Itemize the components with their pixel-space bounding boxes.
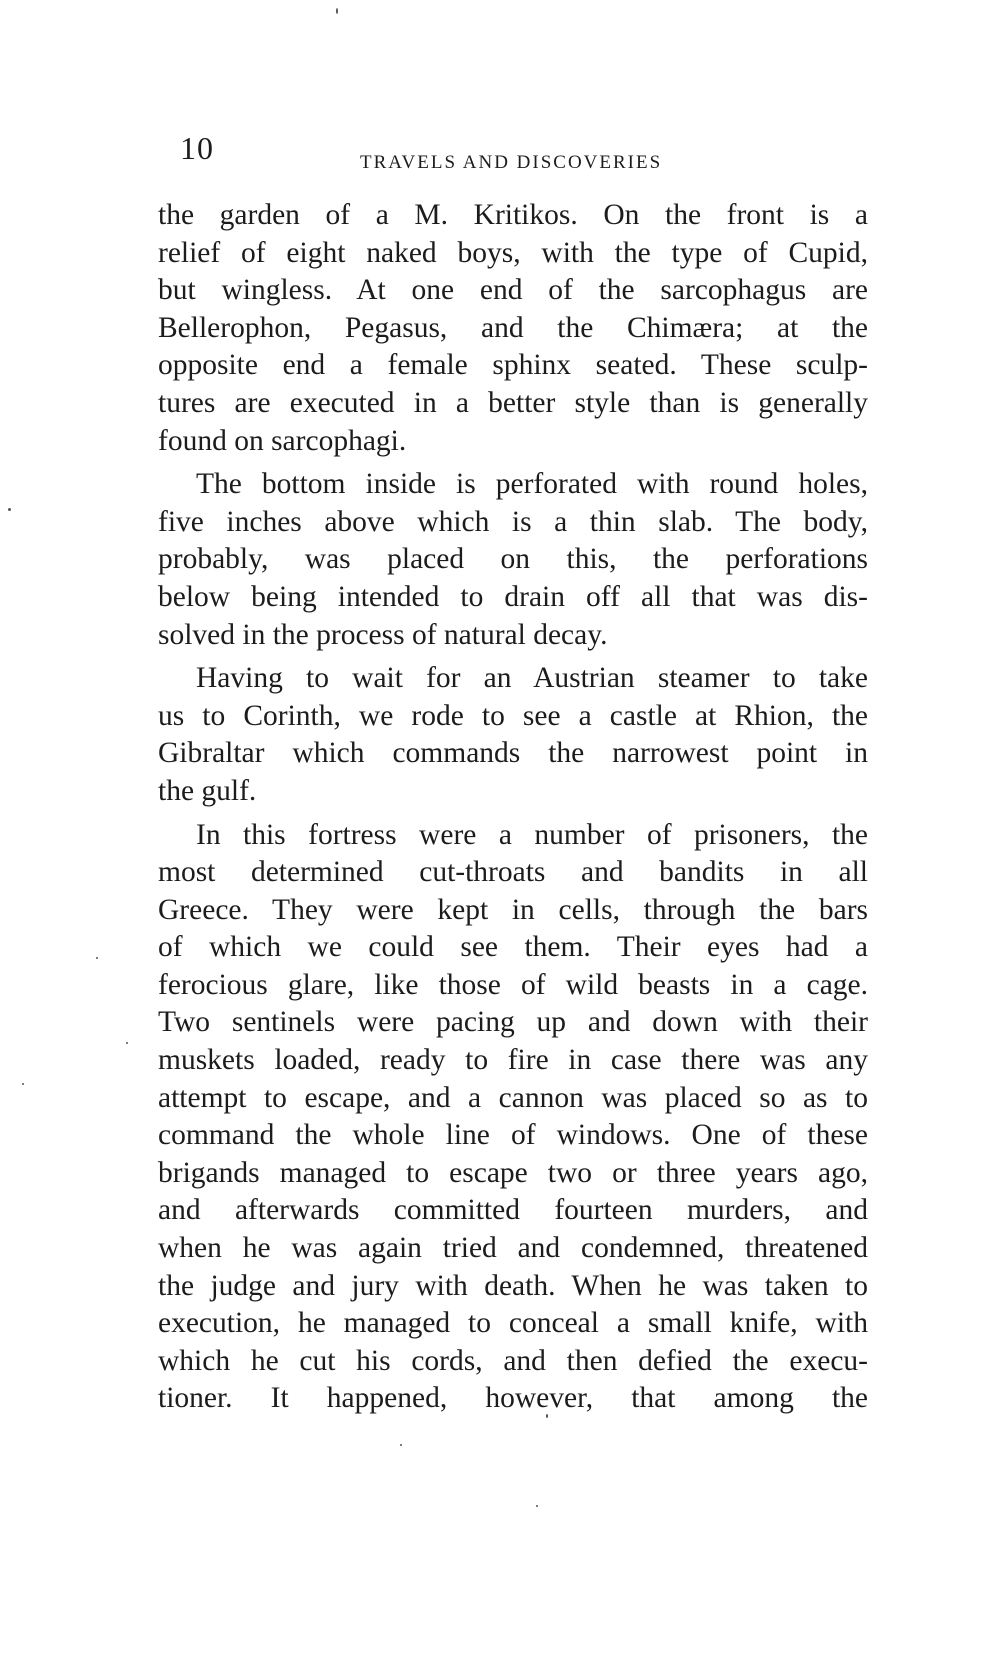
text-line: the judge and jury with death. When he was taken to [158,1269,868,1302]
text-line: Having to wait for an Austrian steamer to take [196,662,868,695]
running-head: TRAVELS AND DISCOVERIES [360,152,663,173]
text-line: Bellerophon, Pegasus, and the Chimæra; at the [158,311,868,344]
paragraph [158,660,868,810]
paragraph [158,817,868,1419]
paragraph [158,466,868,654]
body-text [158,197,868,1418]
scan-speck [96,957,98,959]
text-line: brigands managed to escape two or three years ago, [158,1156,868,1189]
text-line: ferocious glare, like those of wild beasts in a cage. [158,968,868,1001]
scan-speck [22,1083,24,1085]
text-line: The bottom inside is perforated with round holes, [196,468,868,501]
text-line: Greece. They were kept in cells, through the bars [158,893,868,926]
paragraph [158,197,868,460]
text-line: of which we could see them. Their eyes had a [158,931,868,964]
page-number: 10 [180,130,214,166]
text-line: the gulf. [158,774,257,807]
text-line: tioner. It happened, however, that among the [158,1382,868,1415]
text-line: the garden of a M. Kritikos. On the front is a [158,199,868,231]
text-line: muskets loaded, ready to fire in case there was any [158,1044,868,1077]
text-line: command the whole line of windows. One of these [158,1119,868,1152]
text-line: attempt to escape, and a cannon was placed so as to [158,1081,868,1114]
text-line: when he was again tried and condemned, threatened [158,1232,868,1265]
scan-speck [400,1444,402,1446]
text-line: found on sarcophagi. [158,424,407,457]
text-line: Two sentinels were pacing up and down with their [158,1006,868,1039]
text-line: but wingless. At one end of the sarcophagus are [158,274,868,307]
text-line: and afterwards committed fourteen murders, and [158,1194,868,1227]
page-header [180,130,880,180]
scan-speck [126,1042,128,1044]
text-line: us to Corinth, we rode to see a castle at Rhion, the [158,699,868,732]
text-line: execution, he managed to conceal a small knife, with [158,1307,868,1340]
text-line: which he cut his cords, and then defied the execu- [158,1344,868,1377]
text-line: In this fortress were a number of prisoners, the [196,818,868,851]
text-line: relief of eight naked boys, with the type of Cupid, [158,236,868,269]
text-line: probably, was placed on this, the perforations [158,543,868,576]
scan-speck [336,8,338,14]
text-line: Gibraltar which commands the narrowest point in [158,737,868,770]
scan-speck [8,508,11,511]
text-line: opposite end a female sphinx seated. These sculp- [158,349,868,382]
text-line: solved in the process of natural decay. [158,618,608,651]
text-line: below being intended to drain off all that was dis- [158,580,868,613]
scan-speck [536,1505,538,1507]
text-line: five inches above which is a thin slab. The body, [158,505,868,538]
text-line: most determined cut-throats and bandits in all [158,856,868,889]
text-line: tures are executed in a better style than is generally [158,386,868,419]
scan-speck [546,1414,548,1418]
